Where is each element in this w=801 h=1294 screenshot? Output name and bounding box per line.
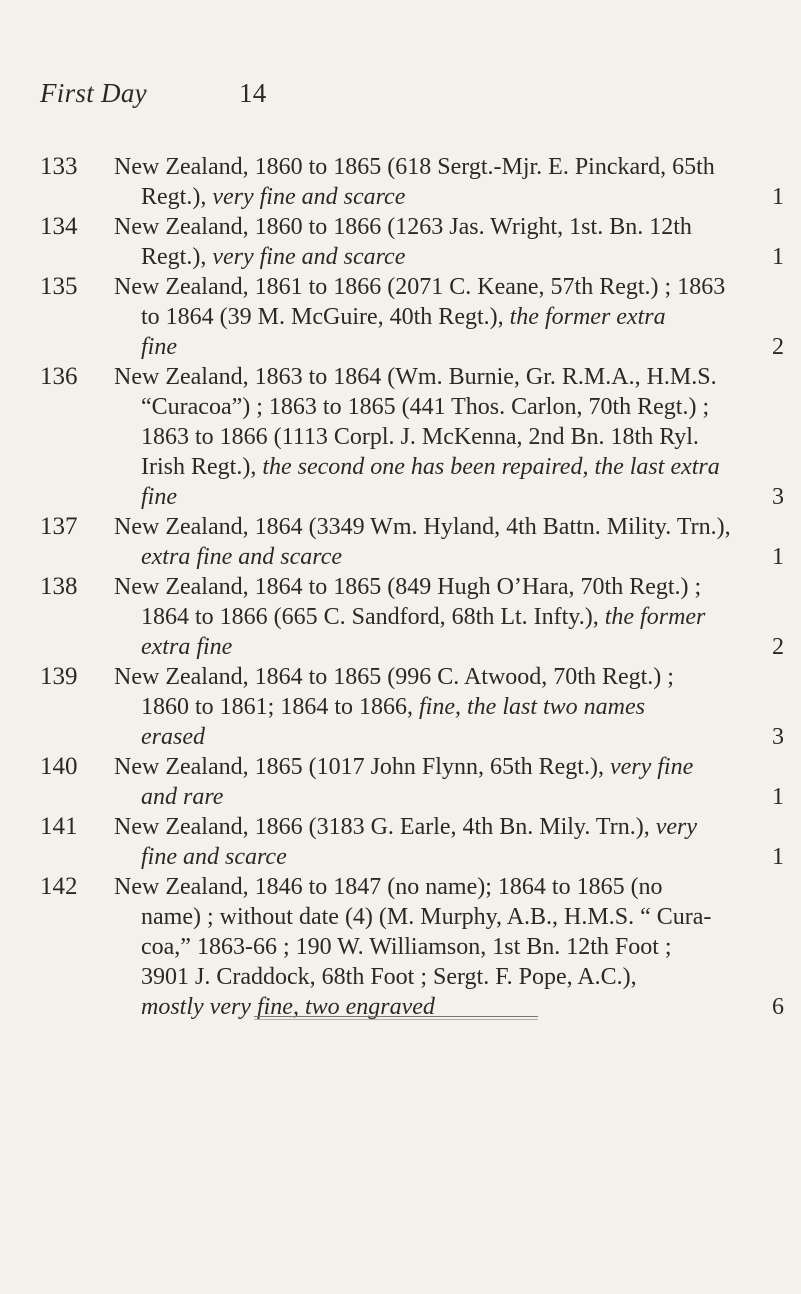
condition-note: fine and scarce — [141, 844, 287, 870]
condition-note: mostly very fine, two engraved — [141, 994, 435, 1020]
description-text: 1864 to 1866 (665 C. Sandford, 68th Lt. Infty.), — [141, 604, 605, 630]
description-text: New Zealand, 1860 to 1865 (618 Sergt.-Mjr. E. Pinckard, 65th — [114, 154, 715, 180]
condition-note: the former extra — [509, 304, 666, 330]
description-text: Regt.), — [141, 184, 213, 210]
lot-list — [0, 152, 801, 1022]
description-text: New Zealand, 1866 (3183 G. Earle, 4th Bn. Mily. Trn.), — [114, 814, 656, 840]
description-line — [114, 212, 772, 242]
lot-description — [114, 512, 784, 572]
lot-number: 140 — [40, 753, 78, 780]
condition-note: fine — [141, 484, 177, 510]
description-line — [114, 512, 772, 542]
lot-description — [114, 362, 784, 512]
description-line — [114, 332, 772, 362]
condition-note: extra fine — [141, 634, 233, 660]
lot-number: 135 — [40, 273, 78, 300]
lot-quantity: 1 — [772, 184, 784, 210]
description-text: New Zealand, 1865 (1017 John Flynn, 65th Regt.), — [114, 754, 610, 780]
description-line — [114, 842, 772, 872]
description-text: 1863 to 1866 (1113 Corpl. J. McKenna, 2nd Bn. 18th Ryl. — [141, 424, 699, 450]
description-line — [114, 392, 772, 422]
description-line — [114, 272, 772, 302]
description-line — [114, 782, 772, 812]
lot-entry — [0, 812, 801, 872]
description-line — [114, 152, 772, 182]
condition-note: fine, the last two names — [419, 694, 645, 720]
page-number: 14 — [239, 78, 267, 108]
description-text: New Zealand, 1864 to 1865 (996 C. Atwood, 70th Regt.) ; — [114, 664, 674, 690]
lot-entry — [0, 362, 801, 512]
lot-quantity: 3 — [772, 484, 784, 510]
description-text: Regt.), — [141, 244, 213, 270]
description-line — [114, 902, 772, 932]
lot-description — [114, 662, 784, 752]
description-line — [114, 542, 772, 572]
lot-entry — [0, 512, 801, 572]
lot-number: 141 — [40, 813, 78, 840]
lot-quantity: 3 — [772, 724, 784, 750]
lot-description — [114, 872, 784, 1022]
lot-description — [114, 152, 784, 212]
description-line — [114, 812, 772, 842]
end-rule-secondary — [254, 1019, 538, 1020]
description-line — [114, 992, 772, 1022]
lot-quantity: 1 — [772, 784, 784, 810]
description-line — [114, 362, 772, 392]
lot-quantity: 2 — [772, 634, 784, 660]
lot-entry — [0, 662, 801, 752]
lot-quantity: 1 — [772, 844, 784, 870]
description-line — [114, 632, 772, 662]
description-text: New Zealand, 1864 (3349 Wm. Hyland, 4th Battn. Mility. Trn.), — [114, 514, 731, 540]
description-line — [114, 452, 772, 482]
description-text: New Zealand, 1861 to 1866 (2071 C. Keane, 57th Regt.) ; 1863 — [114, 274, 726, 300]
description-text: Irish Regt.), — [141, 454, 263, 480]
lot-description — [114, 572, 784, 662]
description-text: 1860 to 1861; 1864 to 1866, — [141, 694, 420, 720]
lot-number: 134 — [40, 213, 78, 240]
condition-note: extra fine and scarce — [141, 544, 343, 570]
lot-entry — [0, 152, 801, 212]
description-line — [114, 422, 772, 452]
description-line — [114, 302, 772, 332]
lot-quantity: 1 — [772, 244, 784, 270]
end-rule — [254, 1016, 538, 1017]
description-line — [114, 722, 772, 752]
description-line — [114, 242, 772, 272]
condition-note: the second one has been repaired, the last extra — [262, 454, 720, 480]
lot-entry — [0, 212, 801, 272]
lot-description — [114, 272, 784, 362]
lot-entry — [0, 872, 801, 1022]
lot-number: 142 — [40, 873, 78, 900]
description-line — [114, 932, 772, 962]
lot-quantity: 6 — [772, 994, 784, 1020]
lot-description — [114, 812, 784, 872]
lot-quantity: 1 — [772, 544, 784, 570]
description-text: “Curacoa”) ; 1863 to 1865 (441 Thos. Carlon, 70th Regt.) ; — [141, 394, 710, 420]
lot-entry — [0, 752, 801, 812]
description-line — [114, 482, 772, 512]
description-text: New Zealand, 1863 to 1864 (Wm. Burnie, Gr. R.M.A., H.M.S. — [114, 364, 717, 390]
lot-number: 139 — [40, 663, 78, 690]
lot-entry — [0, 272, 801, 362]
lot-quantity: 2 — [772, 334, 784, 360]
description-line — [114, 182, 772, 212]
description-text: New Zealand, 1860 to 1866 (1263 Jas. Wright, 1st. Bn. 12th — [114, 214, 692, 240]
lot-number: 136 — [40, 363, 78, 390]
condition-note: very — [655, 814, 698, 840]
lot-number: 138 — [40, 573, 78, 600]
condition-note: the former — [604, 604, 706, 630]
description-text: New Zealand, 1846 to 1847 (no name); 1864 to 1865 (no — [114, 874, 663, 900]
description-line — [114, 602, 772, 632]
lot-description — [114, 752, 784, 812]
description-line — [114, 692, 772, 722]
condition-note: fine — [141, 334, 177, 360]
lot-entry — [0, 572, 801, 662]
description-line — [114, 962, 772, 992]
lot-number: 133 — [40, 153, 78, 180]
page-header — [40, 78, 267, 108]
condition-note: very fine and scarce — [212, 184, 406, 210]
lot-description — [114, 212, 784, 272]
lot-number: 137 — [40, 513, 78, 540]
description-text: coa,” 1863-66 ; 190 W. Williamson, 1st Bn. 12th Foot ; — [141, 934, 672, 960]
description-line — [114, 872, 772, 902]
description-text: name) ; without date (4) (M. Murphy, A.B., H.M.S. “ Cura- — [141, 904, 712, 930]
description-line — [114, 572, 772, 602]
description-text: 3901 J. Craddock, 68th Foot ; Sergt. F. Pope, A.C.), — [141, 964, 637, 990]
condition-note: erased — [141, 724, 205, 750]
description-line — [114, 662, 772, 692]
section-title: First Day — [40, 78, 147, 108]
description-text: to 1864 (39 M. McGuire, 40th Regt.), — [141, 304, 510, 330]
condition-note: very fine — [609, 754, 694, 780]
description-text: New Zealand, 1864 to 1865 (849 Hugh O’Hara, 70th Regt.) ; — [114, 574, 702, 600]
condition-note: very fine and scarce — [212, 244, 406, 270]
condition-note: and rare — [141, 784, 224, 810]
description-line — [114, 752, 772, 782]
